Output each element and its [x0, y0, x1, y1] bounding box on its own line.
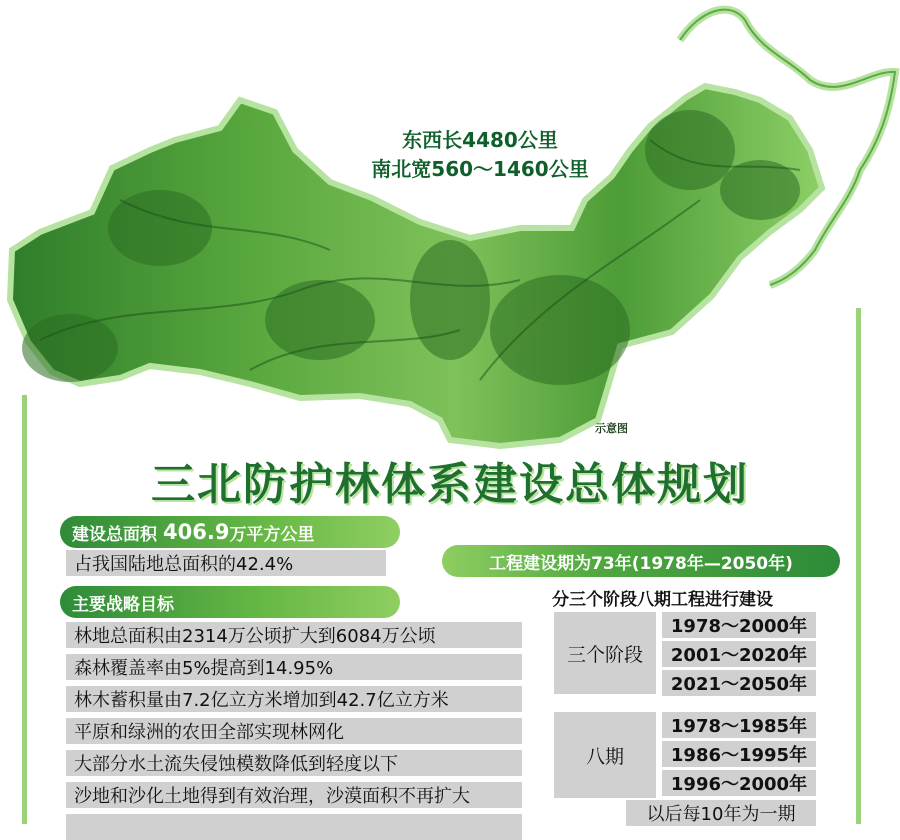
period-year: 1986～1995年 [662, 741, 816, 767]
map-dimension-width: 南北宽560～1460公里 [371, 157, 589, 181]
goal-item-cut [66, 814, 522, 840]
goal-item: 林地总面积由2314万公顷扩大到6084万公顷 [66, 622, 522, 648]
period-year: 1996～2000年 [662, 770, 816, 796]
stage-label: 三个阶段 [554, 612, 656, 694]
map-caption: 示意图 [595, 422, 628, 435]
period-year: 1978～1985年 [662, 712, 816, 738]
goals-ribbon [60, 586, 400, 618]
goal-item: 平原和绿洲的农田全部实现林网化 [66, 718, 522, 744]
frame-left [22, 395, 27, 824]
goal-item: 大部分水土流失侵蚀模数降低到轻度以下 [66, 750, 522, 776]
period-note: 以后每10年为一期 [626, 800, 816, 826]
period-label: 八期 [554, 712, 656, 798]
goal-item: 林木蓄积量由7.2亿立方米增加到42.7亿立方米 [66, 686, 522, 712]
goals-heading: 主要战略目标 [72, 594, 174, 615]
stage-year: 2021～2050年 [662, 670, 816, 696]
period-ribbon [442, 545, 840, 577]
stage-year: 2001～2020年 [662, 641, 816, 667]
frame-right [856, 308, 861, 824]
stage-year: 1978～2000年 [662, 612, 816, 638]
map-dimension-length: 东西长4480公里 [402, 128, 558, 152]
goal-item: 沙地和沙化土地得到有效治理，沙漠面积不再扩大 [66, 782, 522, 808]
goal-item: 森林覆盖率由5%提高到14.95% [66, 654, 522, 680]
area-share: 占我国陆地总面积的42.4% [66, 550, 386, 576]
area-label: 建设总面积 [72, 524, 157, 545]
phases-heading: 分三个阶段八期工程进行建设 [552, 590, 773, 610]
area-value: 406.9 [163, 520, 230, 544]
period-text: 工程建设期为73年(1978年—2050年) [489, 553, 793, 574]
area-unit: 万平方公里 [229, 524, 315, 545]
area-ribbon [60, 516, 400, 548]
map-dimensions [340, 126, 620, 184]
page-title: 三北防护林体系建设总体规划 [151, 459, 749, 510]
